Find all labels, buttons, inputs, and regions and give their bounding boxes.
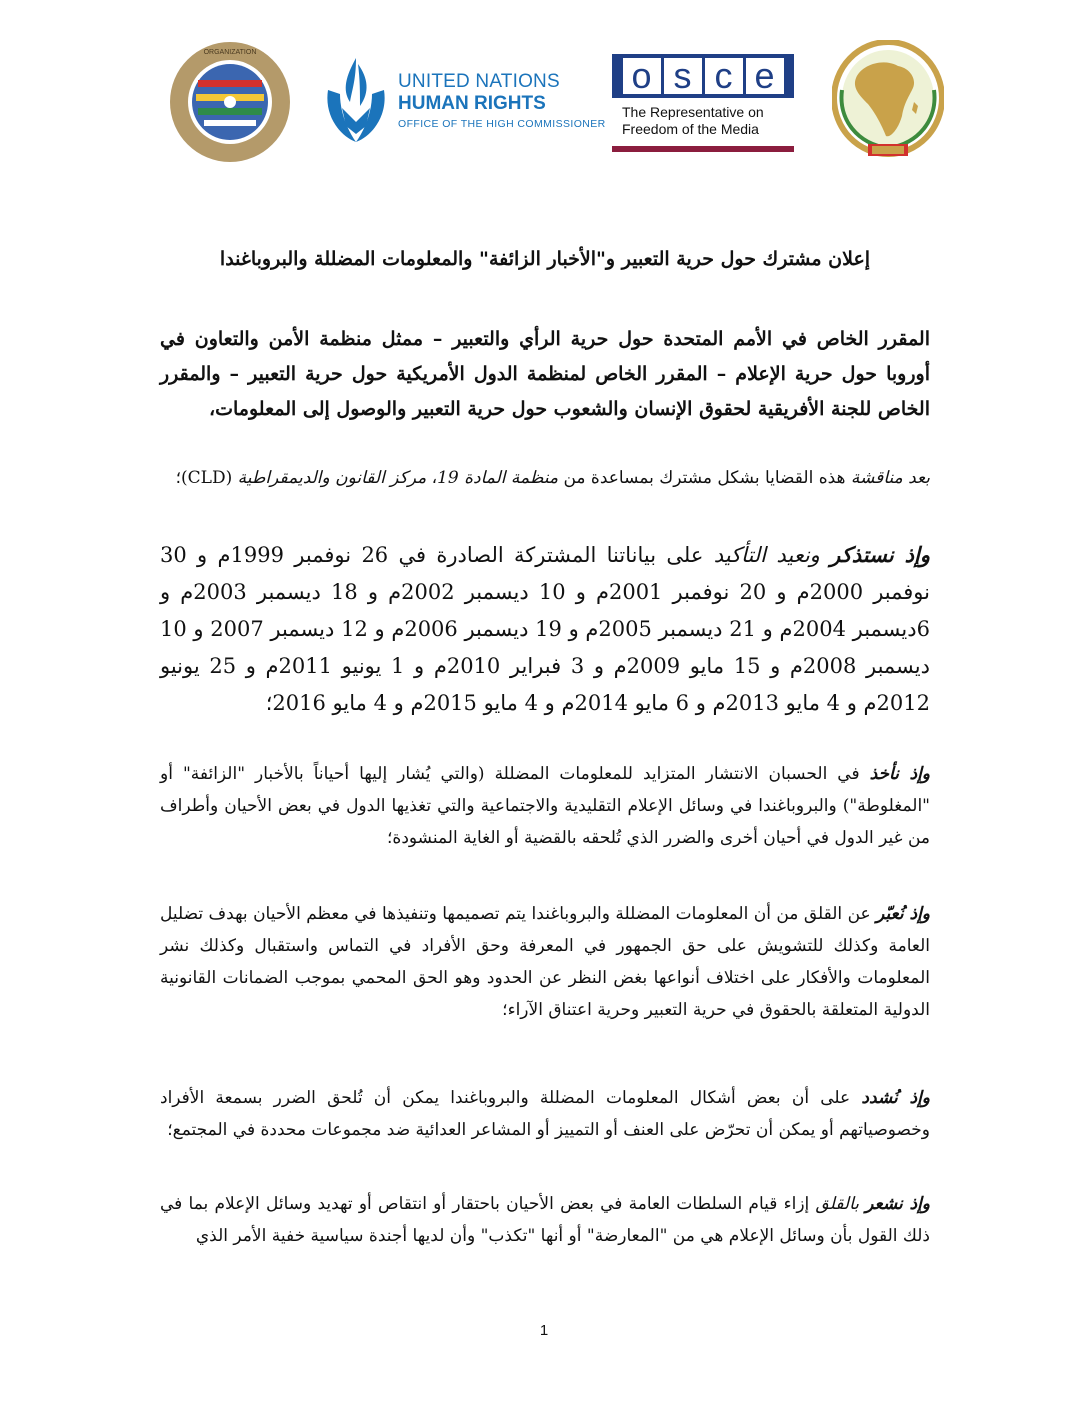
recall-paragraph bbox=[160, 536, 930, 722]
discussion-paragraph bbox=[160, 462, 930, 494]
paragraph-lead: وإذ نُعبّر bbox=[876, 904, 930, 924]
alarm-paragraph bbox=[160, 1188, 930, 1252]
african-union-emblem-icon bbox=[832, 40, 944, 166]
paragraph-text: على أن بعض أشكال المعلومات المضللة والبروباغندا يمكن أن تُلحق الضرر بسمعة الأفراد وخصوصياتهم أو يمكن أن تحرّض على العنف أو التمييز أو المشاعر العدائية ضد مجموعات محددة في المجتمع؛ bbox=[160, 1088, 930, 1140]
osce-letter: e bbox=[746, 58, 784, 94]
osce-letters bbox=[612, 54, 794, 98]
discussion-text-2: (CLD)؛ bbox=[175, 468, 233, 488]
paragraph-lead: وإذ نشعر bbox=[865, 1194, 931, 1214]
discussion-separator: ، bbox=[431, 468, 438, 488]
discussion-org-1: منظمة المادة 19 bbox=[437, 468, 559, 488]
stressing-paragraph bbox=[160, 1082, 930, 1146]
un-line-2: HUMAN RIGHTS bbox=[398, 93, 546, 114]
paragraph-lead-italic: ونعيد التأكيد bbox=[713, 543, 820, 567]
logo-bar bbox=[160, 40, 940, 170]
paragraph-lead: وإذ نُشدد bbox=[861, 1088, 930, 1108]
osce-logo bbox=[612, 54, 798, 152]
osce-letter: o bbox=[623, 58, 661, 94]
expressing-concern-paragraph bbox=[160, 898, 930, 1026]
paragraph-lead: وإذ نأخذ bbox=[869, 764, 930, 784]
osce-letter: s bbox=[664, 58, 702, 94]
svg-text:ORGANIZATION: ORGANIZATION bbox=[203, 49, 257, 56]
paragraph-lead-italic: بالقلق bbox=[815, 1194, 860, 1214]
signatories-heading: المقرر الخاص في الأمم المتحدة حول حرية الرأي والتعبير – ممثل منظمة الأمن والتعاون في أوروبا حول حرية الإعلام – المقرر الخاص لمنظمة الدول الأمريكية حول حرية التعبير – والمقرر الخاص للجنة الأفريقية لحقوق الإنسان والشعوب حول حرية التعبير والوصول إلى المعلومات، bbox=[160, 328, 930, 420]
paragraph-text: على بياناتنا المشتركة الصادرة في 26 نوفمبر 1999م و 30 نوفمبر 2000م و 20 نوفمبر 2001م و 10 ديسمبر 2002م و 18 ديسمبر 2003م و 6ديسمبر 2004م و 21 ديسمبر 2005م و 19 ديسمبر 2006م و 12 ديسمبر 2007 و 10 ديسمبر 2008م و 15 مايو 2009م و 3 فبراير 2010م و 1 يونيو 2011م و 25 يونيو 2012م و 4 مايو 2013م و 6 مايو 2014م و 4 مايو 2015م و 4 مايو 2016؛ bbox=[160, 543, 930, 715]
discussion-org-2: مركز القانون والديمقراطية bbox=[237, 468, 427, 488]
osce-letter: c bbox=[705, 58, 743, 94]
osce-bar bbox=[612, 146, 794, 152]
paragraph-text: عن القلق من أن المعلومات المضللة والبروباغندا يتم تصميمها وتنفيذها في معظم الأحيان بهدف تضليل العامة وكذلك للتشويش على حق الجمهور في المعرفة وحق الأفراد في التماس واستقبال وكذلك نشر المعلومات والأفكار على اختلاف أنواعها بغض النظر عن الحدود وهو الحق المحمي بموجب الضمانات القانونية الدولية المتعلقة بالحقوق في حرية التعبير وحرية اعتناق الآراء؛ bbox=[160, 904, 930, 1020]
paragraph-text: في الحسبان الانتشار المتزايد للمعلومات المضللة (والتي يُشار إليها أحياناً بالأخبار "الزائفة" أو "المغلوطة") والبروباغندا في وسائل الإعلام التقليدية والاجتماعية والتي تغذيها الدول في بعض الأحيان وأطراف من غير الدول في أحيان أخرى والضرر الذي تُلحقه بالقضية أو الغاية المنشودة؛ bbox=[160, 764, 930, 848]
discussion-text-1: هذه القضايا بشكل مشترك بمساعدة من bbox=[563, 468, 846, 488]
taking-note-paragraph bbox=[160, 758, 930, 854]
document-title: إعلان مشترك حول حرية التعبير و"الأخبار الزائفة" والمعلومات المضللة والبروباغندا bbox=[219, 248, 871, 270]
un-line-3: OFFICE OF THE HIGH COMMISSIONER bbox=[398, 118, 606, 130]
discussion-lead: بعد مناقشة bbox=[850, 468, 930, 488]
oas-seal-icon bbox=[168, 40, 292, 164]
un-human-rights-logo bbox=[320, 50, 606, 150]
osce-subtitle: The Representative on Freedom of the Media bbox=[622, 104, 764, 137]
un-flame-icon bbox=[320, 50, 392, 150]
un-line-1: UNITED NATIONS bbox=[398, 71, 560, 92]
page-number: 1 bbox=[539, 1322, 549, 1339]
paragraph-lead: وإذ نستذكر bbox=[830, 542, 930, 567]
paragraph-text: إزاء قيام السلطات العامة في بعض الأحيان باحتقار أو انتقاص أو تهديد وسائل الإعلام بما في ذلك القول بأن وسائل الإعلام هي من "المعارضة" أو أنها "تكذب" وأن لديها أجندة سياسية خفية الأمر الذي bbox=[160, 1194, 930, 1246]
